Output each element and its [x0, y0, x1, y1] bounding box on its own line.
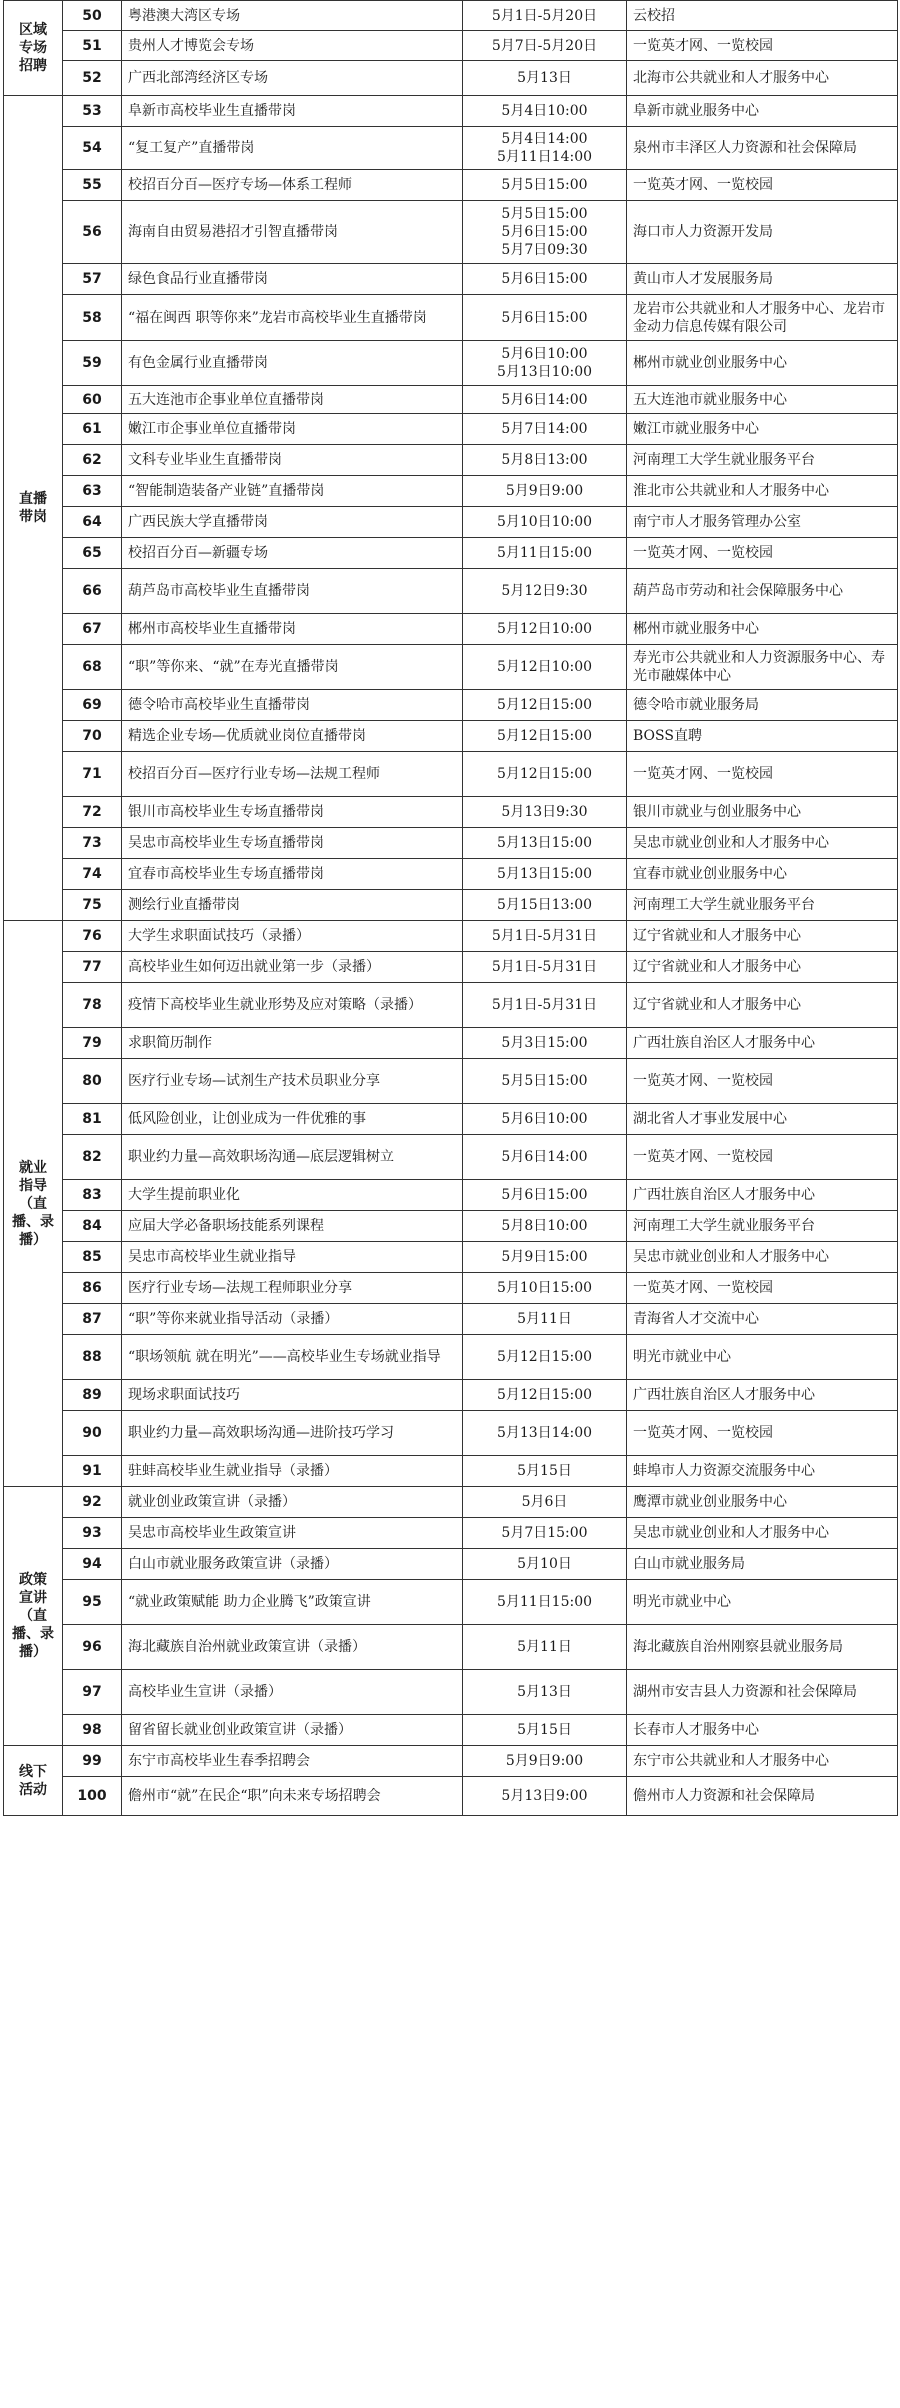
- activity-name: 宜春市高校毕业生专场直播带岗: [122, 859, 463, 890]
- table-row: [4, 1715, 898, 1746]
- activity-time: 5月13日15:00: [463, 828, 627, 859]
- organizer: 吴忠市就业创业和人才服务中心: [627, 828, 898, 859]
- row-number: 64: [63, 507, 122, 538]
- organizer: 东宁市公共就业和人才服务中心: [627, 1746, 898, 1777]
- table-row: [4, 476, 898, 507]
- activity-name: 校招百分百—医疗专场—体系工程师: [122, 170, 463, 201]
- organizer: 儋州市人力资源和社会保障局: [627, 1777, 898, 1816]
- organizer: 广西壮族自治区人才服务中心: [627, 1180, 898, 1211]
- activity-name: 就业创业政策宣讲（录播）: [122, 1487, 463, 1518]
- table-row: [4, 797, 898, 828]
- table-row: [4, 690, 898, 721]
- table-row: [4, 952, 898, 983]
- row-number: 55: [63, 170, 122, 201]
- activity-time: 5月11日15:00: [463, 1580, 627, 1625]
- activity-name: “智能制造装备产业链”直播带岗: [122, 476, 463, 507]
- activity-name: 儋州市“就”在民企“职”向未来专场招聘会: [122, 1777, 463, 1816]
- table-row: [4, 445, 898, 476]
- row-number: 74: [63, 859, 122, 890]
- activity-name: 贵州人才博览会专场: [122, 31, 463, 61]
- row-number: 72: [63, 797, 122, 828]
- table-row: [4, 127, 898, 170]
- row-number: 57: [63, 264, 122, 295]
- organizer: 蚌埠市人力资源交流服务中心: [627, 1456, 898, 1487]
- activity-time: 5月12日10:00: [463, 645, 627, 690]
- row-number: 82: [63, 1135, 122, 1180]
- row-number: 85: [63, 1242, 122, 1273]
- activity-name: 大学生提前职业化: [122, 1180, 463, 1211]
- row-number: 78: [63, 983, 122, 1028]
- activity-name: 有色金属行业直播带岗: [122, 341, 463, 386]
- table-row: [4, 1487, 898, 1518]
- organizer: 海口市人力资源开发局: [627, 201, 898, 264]
- organizer: 一览英才网、一览校园: [627, 538, 898, 569]
- row-number: 91: [63, 1456, 122, 1487]
- activity-name: 职业约力量—高效职场沟通—进阶技巧学习: [122, 1411, 463, 1456]
- row-number: 77: [63, 952, 122, 983]
- activity-name: 广西民族大学直播带岗: [122, 507, 463, 538]
- table-row: [4, 1380, 898, 1411]
- organizer: 吴忠市就业创业和人才服务中心: [627, 1242, 898, 1273]
- table-row: [4, 61, 898, 96]
- row-number: 53: [63, 96, 122, 127]
- organizer: 葫芦岛市劳动和社会保障服务中心: [627, 569, 898, 614]
- table-row: [4, 31, 898, 61]
- table-row: [4, 295, 898, 341]
- organizer: 宜春市就业创业服务中心: [627, 859, 898, 890]
- table-row: [4, 1, 898, 31]
- row-number: 75: [63, 890, 122, 921]
- organizer: 泉州市丰泽区人力资源和社会保障局: [627, 127, 898, 170]
- activity-time: 5月12日15:00: [463, 690, 627, 721]
- table-row: [4, 1242, 898, 1273]
- organizer: 龙岩市公共就业和人才服务中心、龙岩市金动力信息传媒有限公司: [627, 295, 898, 341]
- organizer: 郴州市就业服务中心: [627, 614, 898, 645]
- row-number: 61: [63, 414, 122, 445]
- activity-time: 5月7日15:00: [463, 1518, 627, 1549]
- activity-time: 5月1日-5月31日: [463, 952, 627, 983]
- activity-time: 5月4日14:00 5月11日14:00: [463, 127, 627, 170]
- activity-name: 广西北部湾经济区专场: [122, 61, 463, 96]
- table-row: [4, 1777, 898, 1816]
- activity-name: 吴忠市高校毕业生就业指导: [122, 1242, 463, 1273]
- table-row: [4, 1335, 898, 1380]
- organizer: 一览英才网、一览校园: [627, 31, 898, 61]
- row-number: 81: [63, 1104, 122, 1135]
- table-row: [4, 386, 898, 414]
- table-row: [4, 1059, 898, 1104]
- row-number: 60: [63, 386, 122, 414]
- table-row: [4, 645, 898, 690]
- activity-time: 5月8日10:00: [463, 1211, 627, 1242]
- table-row: [4, 1670, 898, 1715]
- row-number: 76: [63, 921, 122, 952]
- row-number: 58: [63, 295, 122, 341]
- organizer: 长春市人才服务中心: [627, 1715, 898, 1746]
- row-number: 70: [63, 721, 122, 752]
- table-row: [4, 1273, 898, 1304]
- row-number: 86: [63, 1273, 122, 1304]
- activity-name: 驻蚌高校毕业生就业指导（录播）: [122, 1456, 463, 1487]
- row-number: 93: [63, 1518, 122, 1549]
- activity-name: 郴州市高校毕业生直播带岗: [122, 614, 463, 645]
- row-number: 90: [63, 1411, 122, 1456]
- table-row: [4, 1411, 898, 1456]
- row-number: 87: [63, 1304, 122, 1335]
- category-cell: 线下 活动: [4, 1746, 63, 1816]
- activity-name: 嫩江市企事业单位直播带岗: [122, 414, 463, 445]
- organizer: 寿光市公共就业和人力资源服务中心、寿光市融媒体中心: [627, 645, 898, 690]
- organizer: 一览英才网、一览校园: [627, 1135, 898, 1180]
- organizer: 淮北市公共就业和人才服务中心: [627, 476, 898, 507]
- activity-name: 低风险创业，让创业成为一件优雅的事: [122, 1104, 463, 1135]
- table-row: [4, 859, 898, 890]
- organizer: 阜新市就业服务中心: [627, 96, 898, 127]
- row-number: 98: [63, 1715, 122, 1746]
- table-body: [4, 1, 898, 1816]
- activity-time: 5月6日15:00: [463, 264, 627, 295]
- organizer: 广西壮族自治区人才服务中心: [627, 1028, 898, 1059]
- organizer: 湖北省人才事业发展中心: [627, 1104, 898, 1135]
- organizer: 辽宁省就业和人才服务中心: [627, 921, 898, 952]
- organizer: 青海省人才交流中心: [627, 1304, 898, 1335]
- row-number: 51: [63, 31, 122, 61]
- organizer: 银川市就业与创业服务中心: [627, 797, 898, 828]
- activity-name: 测绘行业直播带岗: [122, 890, 463, 921]
- activity-time: 5月9日15:00: [463, 1242, 627, 1273]
- row-number: 66: [63, 569, 122, 614]
- activity-time: 5月6日14:00: [463, 1135, 627, 1180]
- organizer: 一览英才网、一览校园: [627, 1059, 898, 1104]
- row-number: 59: [63, 341, 122, 386]
- organizer: 郴州市就业创业服务中心: [627, 341, 898, 386]
- table-row: [4, 264, 898, 295]
- activity-time: 5月5日15:00: [463, 1059, 627, 1104]
- table-row: [4, 1518, 898, 1549]
- activity-time: 5月3日15:00: [463, 1028, 627, 1059]
- activity-time: 5月6日15:00: [463, 295, 627, 341]
- category-cell: 直播 带岗: [4, 96, 63, 921]
- activity-time: 5月13日: [463, 61, 627, 96]
- row-number: 68: [63, 645, 122, 690]
- table-row: [4, 1580, 898, 1625]
- table-row: [4, 538, 898, 569]
- table-row: [4, 341, 898, 386]
- row-number: 100: [63, 1777, 122, 1816]
- activity-time: 5月12日10:00: [463, 614, 627, 645]
- activity-name: 东宁市高校毕业生春季招聘会: [122, 1746, 463, 1777]
- row-number: 88: [63, 1335, 122, 1380]
- activity-time: 5月11日: [463, 1625, 627, 1670]
- activity-name: 阜新市高校毕业生直播带岗: [122, 96, 463, 127]
- table-row: [4, 890, 898, 921]
- activity-name: “职场领航 就在明光”——高校毕业生专场就业指导: [122, 1335, 463, 1380]
- activity-name: 高校毕业生如何迈出就业第一步（录播）: [122, 952, 463, 983]
- activity-time: 5月15日: [463, 1456, 627, 1487]
- activity-time: 5月1日-5月20日: [463, 1, 627, 31]
- row-number: 92: [63, 1487, 122, 1518]
- organizer: 嫩江市就业服务中心: [627, 414, 898, 445]
- row-number: 56: [63, 201, 122, 264]
- activity-name: 职业约力量—高效职场沟通—底层逻辑树立: [122, 1135, 463, 1180]
- activity-name: “就业政策赋能 助力企业腾飞”政策宣讲: [122, 1580, 463, 1625]
- activity-name: 海北藏族自治州就业政策宣讲（录播）: [122, 1625, 463, 1670]
- activity-name: 海南自由贸易港招才引智直播带岗: [122, 201, 463, 264]
- table-row: [4, 414, 898, 445]
- activity-time: 5月11日15:00: [463, 538, 627, 569]
- row-number: 63: [63, 476, 122, 507]
- activity-name: “职”等你来、“就”在寿光直播带岗: [122, 645, 463, 690]
- organizer: 一览英才网、一览校园: [627, 170, 898, 201]
- row-number: 99: [63, 1746, 122, 1777]
- category-cell: 就业 指导 （直 播、录 播）: [4, 921, 63, 1487]
- table-row: [4, 1456, 898, 1487]
- organizer: 广西壮族自治区人才服务中心: [627, 1380, 898, 1411]
- organizer: 海北藏族自治州刚察县就业服务局: [627, 1625, 898, 1670]
- table-row: [4, 1549, 898, 1580]
- activity-time: 5月6日10:00 5月13日10:00: [463, 341, 627, 386]
- row-number: 50: [63, 1, 122, 31]
- table-row: [4, 1028, 898, 1059]
- activity-name: 医疗行业专场—试剂生产技术员职业分享: [122, 1059, 463, 1104]
- table-row: [4, 614, 898, 645]
- organizer: 云校招: [627, 1, 898, 31]
- activity-time: 5月7日14:00: [463, 414, 627, 445]
- activity-name: 现场求职面试技巧: [122, 1380, 463, 1411]
- activity-name: 留省留长就业创业政策宣讲（录播）: [122, 1715, 463, 1746]
- organizer: 一览英才网、一览校园: [627, 752, 898, 797]
- table-row: [4, 1135, 898, 1180]
- row-number: 89: [63, 1380, 122, 1411]
- activity-time: 5月12日15:00: [463, 721, 627, 752]
- activity-time: 5月6日: [463, 1487, 627, 1518]
- table-row: [4, 201, 898, 264]
- row-number: 84: [63, 1211, 122, 1242]
- activity-name: 医疗行业专场—法规工程师职业分享: [122, 1273, 463, 1304]
- category-cell: 政策 宣讲 （直 播、录 播）: [4, 1487, 63, 1746]
- organizer: 辽宁省就业和人才服务中心: [627, 983, 898, 1028]
- organizer: 湖州市安吉县人力资源和社会保障局: [627, 1670, 898, 1715]
- row-number: 71: [63, 752, 122, 797]
- table-row: [4, 1211, 898, 1242]
- activity-name: “福在闽西 职等你来”龙岩市高校毕业生直播带岗: [122, 295, 463, 341]
- activity-name: 大学生求职面试技巧（录播）: [122, 921, 463, 952]
- activity-name: 粤港澳大湾区专场: [122, 1, 463, 31]
- organizer: 五大连池市就业服务中心: [627, 386, 898, 414]
- activity-name: 高校毕业生宣讲（录播）: [122, 1670, 463, 1715]
- row-number: 79: [63, 1028, 122, 1059]
- table-row: [4, 983, 898, 1028]
- activity-name: “复工复产”直播带岗: [122, 127, 463, 170]
- organizer: 德令哈市就业服务局: [627, 690, 898, 721]
- activity-name: 校招百分百—新疆专场: [122, 538, 463, 569]
- row-number: 94: [63, 1549, 122, 1580]
- activity-time: 5月13日: [463, 1670, 627, 1715]
- organizer: 白山市就业服务局: [627, 1549, 898, 1580]
- activity-name: 白山市就业服务政策宣讲（录播）: [122, 1549, 463, 1580]
- row-number: 83: [63, 1180, 122, 1211]
- activity-time: 5月12日15:00: [463, 752, 627, 797]
- activity-name: 吴忠市高校毕业生政策宣讲: [122, 1518, 463, 1549]
- activity-name: 吴忠市高校毕业生专场直播带岗: [122, 828, 463, 859]
- activity-time: 5月1日-5月31日: [463, 983, 627, 1028]
- activity-name: 校招百分百—医疗行业专场—法规工程师: [122, 752, 463, 797]
- activity-time: 5月12日15:00: [463, 1380, 627, 1411]
- organizer: 明光市就业中心: [627, 1580, 898, 1625]
- row-number: 95: [63, 1580, 122, 1625]
- organizer: 河南理工大学生就业服务平台: [627, 890, 898, 921]
- activity-time: 5月13日15:00: [463, 859, 627, 890]
- table-row: [4, 828, 898, 859]
- activity-time: 5月12日15:00: [463, 1335, 627, 1380]
- activity-time: 5月13日9:30: [463, 797, 627, 828]
- table-row: [4, 721, 898, 752]
- organizer: 南宁市人才服务管理办公室: [627, 507, 898, 538]
- activity-time: 5月1日-5月31日: [463, 921, 627, 952]
- row-number: 69: [63, 690, 122, 721]
- activity-time: 5月12日9:30: [463, 569, 627, 614]
- activity-time: 5月15日: [463, 1715, 627, 1746]
- row-number: 62: [63, 445, 122, 476]
- activity-time: 5月6日14:00: [463, 386, 627, 414]
- organizer: BOSS直聘: [627, 721, 898, 752]
- activity-name: 精选企业专场—优质就业岗位直播带岗: [122, 721, 463, 752]
- row-number: 73: [63, 828, 122, 859]
- table-row: [4, 569, 898, 614]
- activity-time: 5月9日9:00: [463, 476, 627, 507]
- row-number: 80: [63, 1059, 122, 1104]
- activity-name: 求职简历制作: [122, 1028, 463, 1059]
- activity-time: 5月11日: [463, 1304, 627, 1335]
- table-row: [4, 170, 898, 201]
- activity-name: 五大连池市企事业单位直播带岗: [122, 386, 463, 414]
- activity-time: 5月5日15:00: [463, 170, 627, 201]
- organizer: 一览英才网、一览校园: [627, 1411, 898, 1456]
- activity-time: 5月6日10:00: [463, 1104, 627, 1135]
- activity-time: 5月5日15:00 5月6日15:00 5月7日09:30: [463, 201, 627, 264]
- activity-time: 5月13日9:00: [463, 1777, 627, 1816]
- row-number: 54: [63, 127, 122, 170]
- activity-name: 文科专业毕业生直播带岗: [122, 445, 463, 476]
- activity-name: 葫芦岛市高校毕业生直播带岗: [122, 569, 463, 614]
- activity-time: 5月9日9:00: [463, 1746, 627, 1777]
- organizer: 辽宁省就业和人才服务中心: [627, 952, 898, 983]
- table-row: [4, 1180, 898, 1211]
- activity-name: 应届大学必备职场技能系列课程: [122, 1211, 463, 1242]
- activity-time: 5月7日-5月20日: [463, 31, 627, 61]
- organizer: 一览英才网、一览校园: [627, 1273, 898, 1304]
- activity-time: 5月15日13:00: [463, 890, 627, 921]
- activity-time: 5月6日15:00: [463, 1180, 627, 1211]
- table-row: [4, 1746, 898, 1777]
- row-number: 65: [63, 538, 122, 569]
- event-schedule-table: [3, 0, 898, 1816]
- row-number: 96: [63, 1625, 122, 1670]
- activity-time: 5月4日10:00: [463, 96, 627, 127]
- activity-name: “职”等你来就业指导活动（录播）: [122, 1304, 463, 1335]
- organizer: 河南理工大学生就业服务平台: [627, 1211, 898, 1242]
- organizer: 黄山市人才发展服务局: [627, 264, 898, 295]
- activity-name: 疫情下高校毕业生就业形势及应对策略（录播）: [122, 983, 463, 1028]
- table-row: [4, 1304, 898, 1335]
- organizer: 吴忠市就业创业和人才服务中心: [627, 1518, 898, 1549]
- organizer: 鹰潭市就业创业服务中心: [627, 1487, 898, 1518]
- activity-time: 5月8日13:00: [463, 445, 627, 476]
- organizer: 河南理工大学生就业服务平台: [627, 445, 898, 476]
- activity-time: 5月10日10:00: [463, 507, 627, 538]
- table-row: [4, 752, 898, 797]
- activity-time: 5月10日: [463, 1549, 627, 1580]
- organizer: 北海市公共就业和人才服务中心: [627, 61, 898, 96]
- activity-time: 5月13日14:00: [463, 1411, 627, 1456]
- row-number: 67: [63, 614, 122, 645]
- table-row: [4, 96, 898, 127]
- table-row: [4, 1104, 898, 1135]
- activity-name: 绿色食品行业直播带岗: [122, 264, 463, 295]
- activity-time: 5月10日15:00: [463, 1273, 627, 1304]
- category-cell: 区域 专场 招聘: [4, 1, 63, 96]
- table-row: [4, 507, 898, 538]
- activity-name: 银川市高校毕业生专场直播带岗: [122, 797, 463, 828]
- activity-name: 德令哈市高校毕业生直播带岗: [122, 690, 463, 721]
- table-row: [4, 1625, 898, 1670]
- row-number: 97: [63, 1670, 122, 1715]
- row-number: 52: [63, 61, 122, 96]
- organizer: 明光市就业中心: [627, 1335, 898, 1380]
- table-row: [4, 921, 898, 952]
